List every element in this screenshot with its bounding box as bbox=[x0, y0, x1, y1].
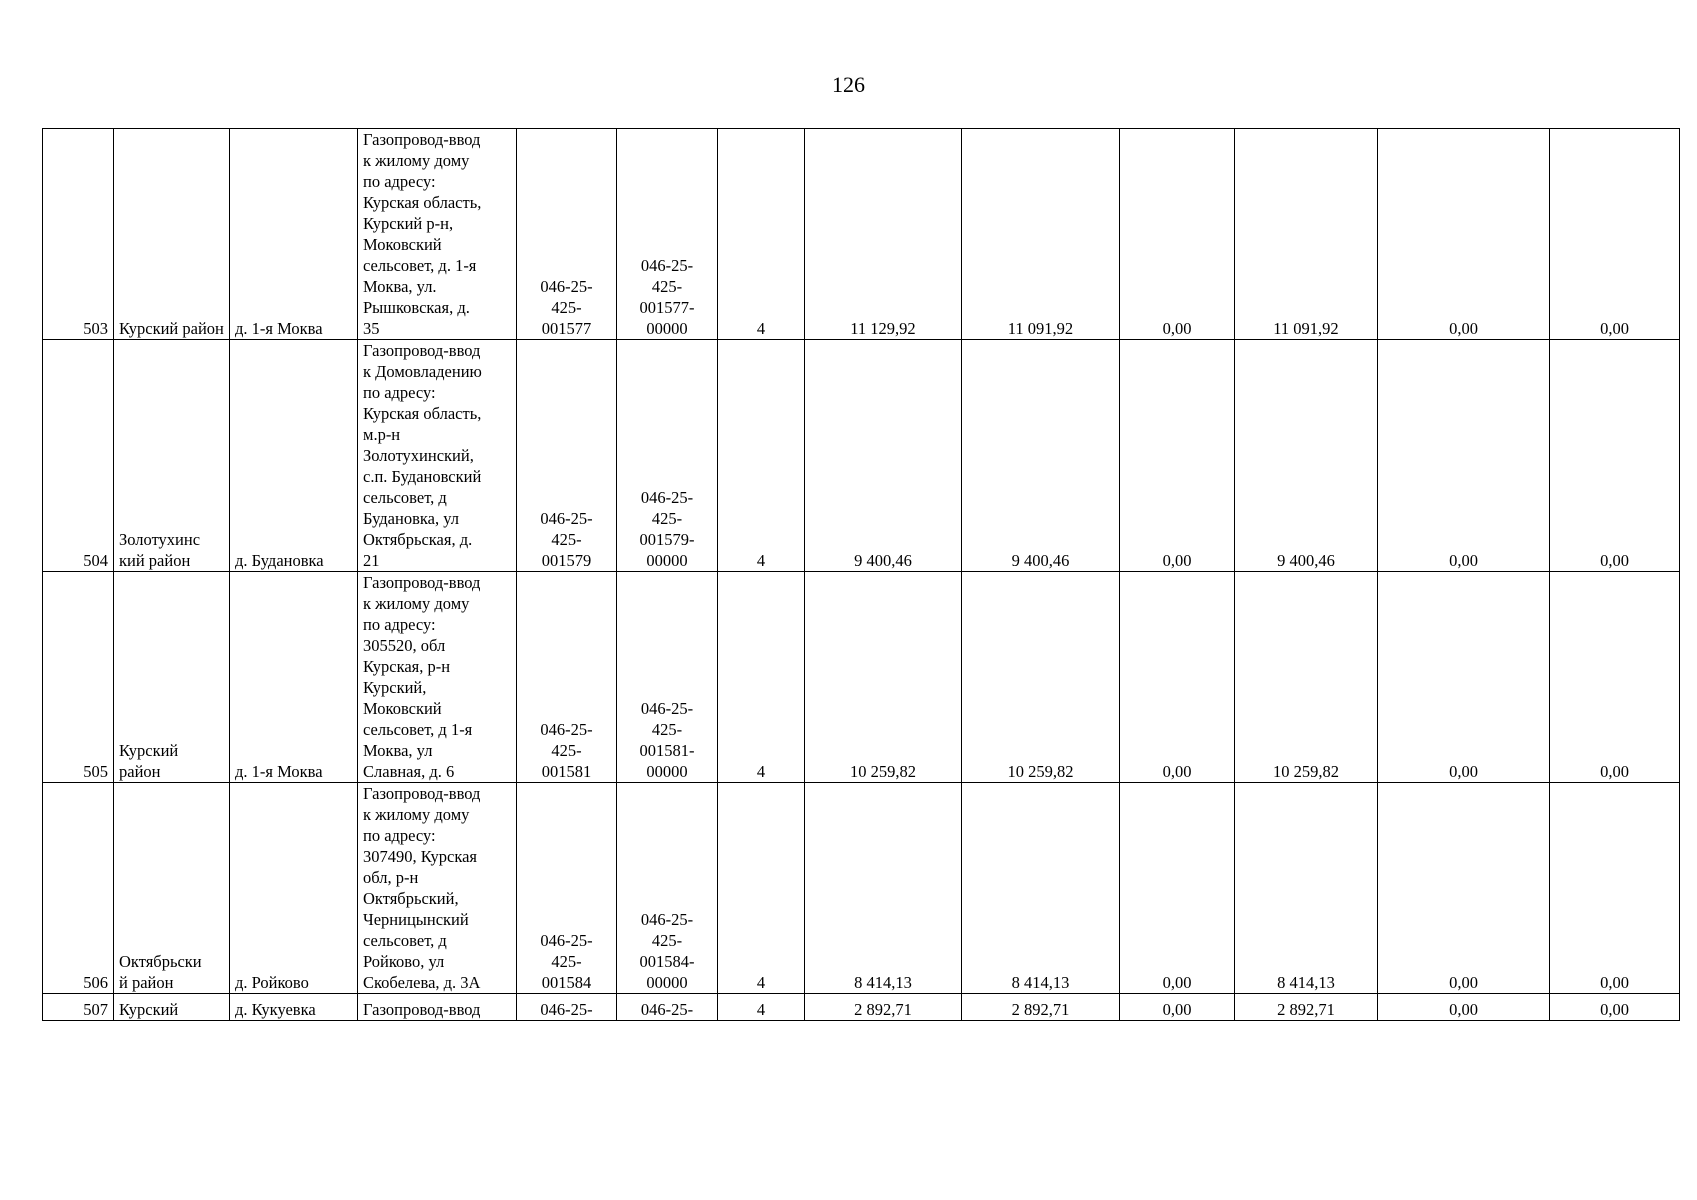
value-cell-2: 2 892,71 bbox=[962, 994, 1120, 1021]
value-cell-6: 0,00 bbox=[1550, 340, 1680, 572]
inventory-code-cell: 046-25- bbox=[617, 994, 718, 1021]
object-code-cell: 046-25- 425- 001579 bbox=[517, 340, 617, 572]
value-cell-5: 0,00 bbox=[1378, 994, 1550, 1021]
table-row bbox=[43, 783, 1680, 994]
district-cell: Курский район bbox=[114, 572, 230, 783]
row-number: 505 bbox=[43, 572, 114, 783]
inventory-code-cell: 046-25- 425- 001579- 00000 bbox=[617, 340, 718, 572]
district-cell: Курский bbox=[114, 994, 230, 1021]
settlement-cell: д. 1-я Моква bbox=[230, 572, 358, 783]
table-row bbox=[43, 994, 1680, 1021]
value-cell-2: 9 400,46 bbox=[962, 340, 1120, 572]
value-cell-1: 8 414,13 bbox=[805, 783, 962, 994]
value-cell-4: 2 892,71 bbox=[1235, 994, 1378, 1021]
value-cell-1: 9 400,46 bbox=[805, 340, 962, 572]
category-cell: 4 bbox=[718, 783, 805, 994]
row-number: 507 bbox=[43, 994, 114, 1021]
value-cell-1: 10 259,82 bbox=[805, 572, 962, 783]
object-description-cell: Газопровод-ввод к Домовладению по адресу: Курская область, м.р-н Золотухинский, с.п. Будановский сельсовет, д Будановка, ул Октябрьская, д. 21 bbox=[358, 340, 517, 572]
value-cell-5: 0,00 bbox=[1378, 129, 1550, 340]
page-number: 126 bbox=[832, 72, 865, 97]
table-row bbox=[43, 572, 1680, 783]
value-cell-1: 2 892,71 bbox=[805, 994, 962, 1021]
object-code-cell: 046-25- 425- 001581 bbox=[517, 572, 617, 783]
value-cell-5: 0,00 bbox=[1378, 572, 1550, 783]
inventory-code-cell: 046-25- 425- 001577- 00000 bbox=[617, 129, 718, 340]
value-cell-4: 11 091,92 bbox=[1235, 129, 1378, 340]
object-description-cell: Газопровод-ввод к жилому дому по адресу: 305520, обл Курская, р-н Курский, Моковский сельсовет, д 1-я Моква, ул Славная, д. 6 bbox=[358, 572, 517, 783]
value-cell-6: 0,00 bbox=[1550, 783, 1680, 994]
table-row bbox=[43, 340, 1680, 572]
settlement-cell: д. Кукуевка bbox=[230, 994, 358, 1021]
value-cell-4: 8 414,13 bbox=[1235, 783, 1378, 994]
row-number: 506 bbox=[43, 783, 114, 994]
category-cell: 4 bbox=[718, 572, 805, 783]
district-cell: Золотухинс кий район bbox=[114, 340, 230, 572]
value-cell-3: 0,00 bbox=[1120, 994, 1235, 1021]
object-code-cell: 046-25- bbox=[517, 994, 617, 1021]
row-number: 503 bbox=[43, 129, 114, 340]
settlement-cell: д. Будановка bbox=[230, 340, 358, 572]
register-table bbox=[42, 128, 1680, 1021]
value-cell-2: 10 259,82 bbox=[962, 572, 1120, 783]
category-cell: 4 bbox=[718, 340, 805, 572]
value-cell-3: 0,00 bbox=[1120, 572, 1235, 783]
object-description-cell: Газопровод-ввод к жилому дому по адресу: 307490, Курская обл, р-н Октябрьский, Черницынский сельсовет, д Ройково, ул Скобелева, д. 3А bbox=[358, 783, 517, 994]
object-code-cell: 046-25- 425- 001577 bbox=[517, 129, 617, 340]
district-cell: Октябрьски й район bbox=[114, 783, 230, 994]
value-cell-6: 0,00 bbox=[1550, 129, 1680, 340]
district-cell: Курский район bbox=[114, 129, 230, 340]
value-cell-6: 0,00 bbox=[1550, 994, 1680, 1021]
settlement-cell: д. Ройково bbox=[230, 783, 358, 994]
object-description-cell: Газопровод-ввод bbox=[358, 994, 517, 1021]
value-cell-3: 0,00 bbox=[1120, 129, 1235, 340]
inventory-code-cell: 046-25- 425- 001584- 00000 bbox=[617, 783, 718, 994]
value-cell-4: 10 259,82 bbox=[1235, 572, 1378, 783]
table-row bbox=[43, 129, 1680, 340]
settlement-cell: д. 1-я Моква bbox=[230, 129, 358, 340]
value-cell-2: 8 414,13 bbox=[962, 783, 1120, 994]
value-cell-6: 0,00 bbox=[1550, 572, 1680, 783]
value-cell-3: 0,00 bbox=[1120, 783, 1235, 994]
value-cell-5: 0,00 bbox=[1378, 340, 1550, 572]
object-description-cell: Газопровод-ввод к жилому дому по адресу: Курская область, Курский р-н, Моковский сельсовет, д. 1-я Моква, ул. Рышковская, д. 35 bbox=[358, 129, 517, 340]
value-cell-3: 0,00 bbox=[1120, 340, 1235, 572]
row-number: 504 bbox=[43, 340, 114, 572]
value-cell-4: 9 400,46 bbox=[1235, 340, 1378, 572]
object-code-cell: 046-25- 425- 001584 bbox=[517, 783, 617, 994]
value-cell-2: 11 091,92 bbox=[962, 129, 1120, 340]
category-cell: 4 bbox=[718, 129, 805, 340]
value-cell-1: 11 129,92 bbox=[805, 129, 962, 340]
inventory-code-cell: 046-25- 425- 001581- 00000 bbox=[617, 572, 718, 783]
category-cell: 4 bbox=[718, 994, 805, 1021]
value-cell-5: 0,00 bbox=[1378, 783, 1550, 994]
